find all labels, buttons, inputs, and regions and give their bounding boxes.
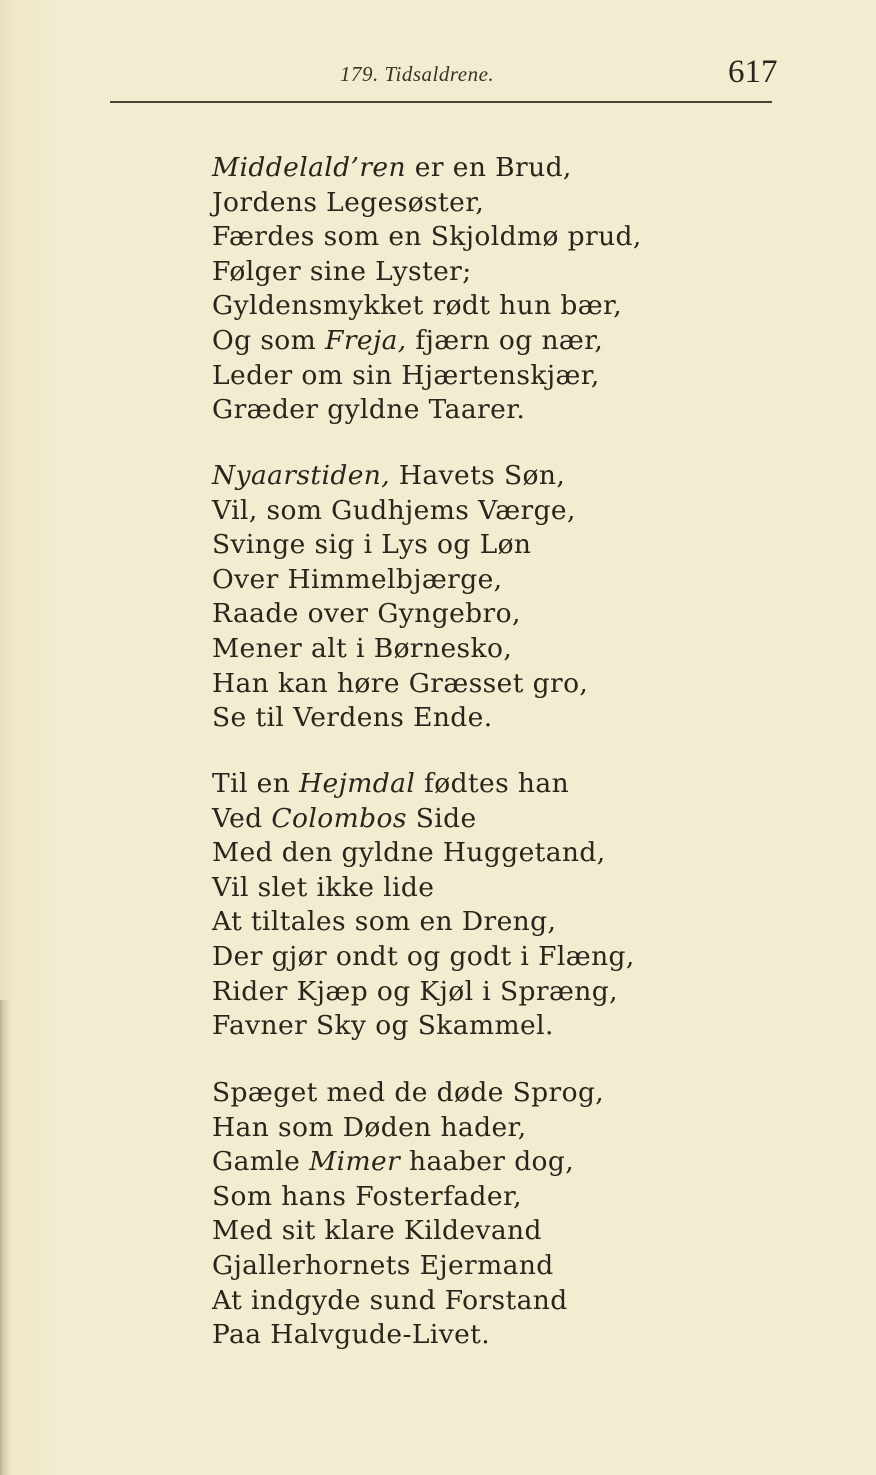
italic-name: Mimer (309, 1146, 401, 1178)
poem-line (212, 563, 672, 598)
poem-line (212, 393, 672, 428)
line-text: Svinge sig i Lys og Løn (212, 529, 532, 561)
running-head: 179. Tidsaldrene. (340, 62, 495, 86)
line-text: Han kan høre Græsset gro, (212, 667, 589, 699)
poem-line (212, 632, 672, 667)
line-text: Paa Halvgude-Livet. (212, 1319, 491, 1351)
poem-line (212, 1180, 672, 1215)
poem-line (212, 975, 672, 1010)
stanza (212, 1076, 672, 1353)
line-text: haaber dog, (400, 1146, 575, 1178)
poem-line (212, 255, 672, 290)
poem-line (212, 767, 672, 802)
line-text: Til en (212, 768, 300, 799)
poem-line (212, 151, 672, 186)
poem-line (212, 701, 672, 736)
line-text: Gyldensmykket rødt hun bær, (212, 290, 623, 322)
line-text: Som hans Fosterfader, (212, 1180, 522, 1212)
line-text: Græder gyldne Taarer. (212, 394, 526, 426)
line-text: Side (406, 802, 477, 834)
poem-line (212, 1076, 672, 1111)
line-text: Rider Kjæp og Kjøl i Spræng, (212, 975, 618, 1007)
poem-line (212, 459, 672, 494)
stanza (212, 767, 672, 1044)
line-text: er en Brud, (405, 152, 572, 183)
poem-line (212, 220, 672, 255)
poem-line (212, 905, 672, 940)
italic-name: Colombos (271, 802, 407, 834)
line-text: Se til Verdens Ende. (212, 702, 493, 734)
line-text: Leder om sin Hjærtenskjær, (212, 359, 600, 391)
poem-line (212, 186, 672, 221)
line-text: Han som Døden hader, (212, 1111, 527, 1143)
poem-line (212, 802, 672, 837)
poem-line (212, 1214, 672, 1249)
line-text: Raade over Gyngebro, (212, 598, 521, 630)
poem-line (212, 1009, 672, 1044)
line-text: Med sit klare Kildevand (212, 1215, 542, 1247)
line-text: Ved (212, 802, 272, 834)
poem-line (212, 1284, 672, 1319)
poem-line (212, 871, 672, 906)
line-text: Gjallerhornets Ejermand (212, 1249, 554, 1281)
italic-name: Nyaarstiden, (212, 460, 391, 491)
line-text: Gamle (212, 1146, 310, 1178)
page-number: 617 (728, 54, 778, 90)
line-text: fjærn og nær, (406, 324, 604, 356)
poem-line (212, 1145, 672, 1180)
stanza (212, 151, 672, 428)
poem-line (212, 528, 672, 563)
line-text: Favner Sky og Skammel. (212, 1010, 554, 1042)
poem-line (212, 359, 672, 394)
line-text: Følger sine Lyster; (212, 255, 472, 287)
line-text: Vil, som Gudhjems Værge, (212, 494, 576, 526)
line-text: At indgyde sund Forstand (212, 1284, 568, 1316)
line-text: Jordens Legesøster, (212, 186, 485, 218)
line-text: Havets Søn, (390, 460, 566, 491)
line-text: fødtes han (415, 768, 570, 799)
poem-line (212, 940, 672, 975)
stanza (212, 459, 672, 736)
poem-line (212, 1111, 672, 1146)
poem-line (212, 1318, 672, 1353)
poem-line (212, 289, 672, 324)
line-text: Spæget med de døde Sprog, (212, 1077, 605, 1108)
poem-line (212, 667, 672, 702)
line-text: Der gjør ondt og godt i Flæng, (212, 940, 635, 972)
italic-name: Hejmdal (299, 768, 416, 799)
line-text: Vil slet ikke lide (212, 871, 435, 903)
line-text: At tiltales som en Dreng, (212, 906, 557, 938)
poem-line (212, 324, 672, 359)
line-text: Med den gyldne Huggetand, (212, 837, 606, 869)
italic-name: Freja, (325, 324, 407, 356)
italic-name: Middelald’ren (212, 152, 406, 183)
poem-line (212, 836, 672, 871)
line-text: Over Himmelbjærge, (212, 563, 503, 595)
line-text: Og som (212, 324, 326, 356)
poem-line (212, 494, 672, 529)
poem-line (212, 1249, 672, 1284)
poem-line (212, 597, 672, 632)
line-text: Færdes som en Skjoldmø prud, (212, 221, 642, 253)
line-text: Mener alt i Børnesko, (212, 632, 513, 664)
